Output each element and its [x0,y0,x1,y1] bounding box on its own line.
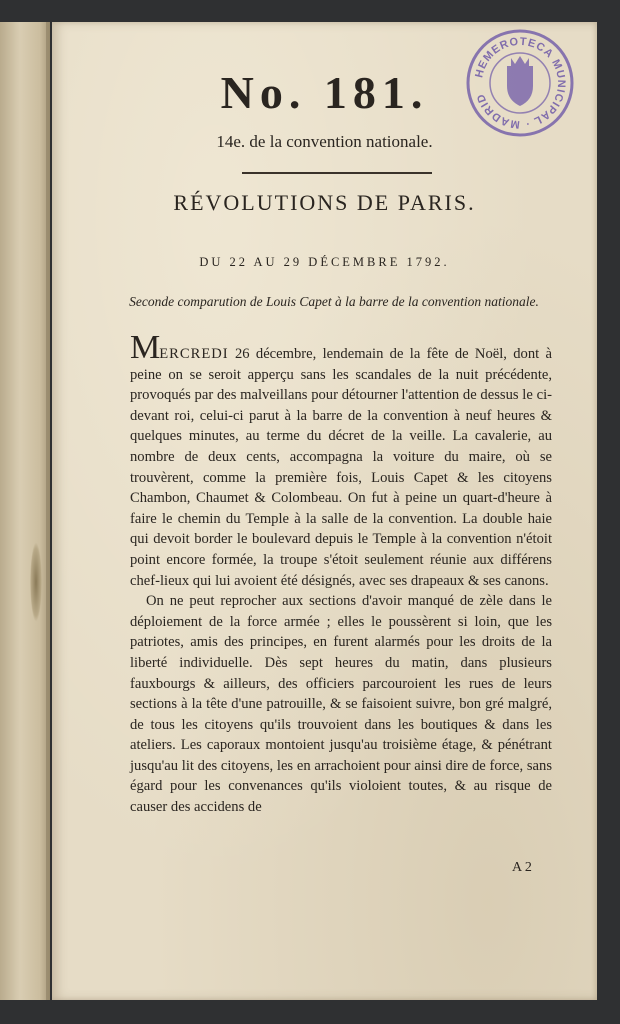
previous-page-edge [0,22,50,1000]
issue-number: No. 181. [220,67,429,118]
paragraph-1-text: 26 décembre, lendemain de la fête de Noël, dont à peine on se seroit apperçu sans les scandales de la nuit précédente, provoqués par des malveillans pour détourner l'attention de dessus le ci-devant roi, celui-ci parut à la barre de la convention à neuf heures & quelques minutes, au terme du décret de la veille. La cavalerie, au nombre de deux cents, accompagna la voiture du maire, où se trouvèrent, comme la première fois, Louis Capet & les citoyens Chambon, Chaumet & Colombeau. On fut à peine un quart-d'heure à faire le chemin du Temple à la salle de la convention. La double haie qui devoit border le boulevard depuis le Temple à la convention n'étoit point encore formée, la troupe s'étoit seulement réunie aux différens chef-lieux qui lui avoient été désignés, avec ses drapeaux & ses canons. [130,346,552,589]
page-signature: A 2 [512,860,532,875]
drop-cap: M [130,329,160,366]
header-divider [242,172,432,174]
article-body [130,329,552,818]
paragraph-1 [130,329,552,591]
svg-text:HEMEROTECA MUNICIPAL · MADRID: HEMEROTECA MUNICIPAL · MADRID [473,35,568,131]
article-subtitle: Seconde comparution de Louis Capet à la barre de la convention nationale. [129,294,539,309]
first-word-rest: ERCREDI [159,346,229,362]
paragraph-2: On ne peut reprocher aux sections d'avoir manqué de zèle dans le déploiement de la force armée ; elles le poussèrent si loin, que les patriotes, amis des principes, en furent alarmés pour les droits de la liberté individuelle. Dès sept heures du matin, dans plusieurs fauxbourgs & ailleurs, des officiers parcouroient les rues de leurs sections à la tête d'une patrouille, & se faisoient suivre, bon gré malgré, de tous les citoyens qu'ils trouvoient dans les boutiques & dans les ateliers. Les caporaux montoient jusqu'au troisième étage, & pénétrant jusqu'au lit des citoyens, les en arrachoient pour ainsi dire de force, sans égard pour les convenances qu'ils violoient toutes, & au risque de causer des accidens de [130,593,552,816]
convention-subheading: 14e. de la convention nationale. [216,132,433,151]
date-range: DU 22 AU 29 DÉCEMBRE 1792. [199,255,450,269]
journal-title: RÉVOLUTIONS DE PARIS. [173,190,476,215]
binding-mark [30,542,42,622]
document-page [52,22,597,1000]
